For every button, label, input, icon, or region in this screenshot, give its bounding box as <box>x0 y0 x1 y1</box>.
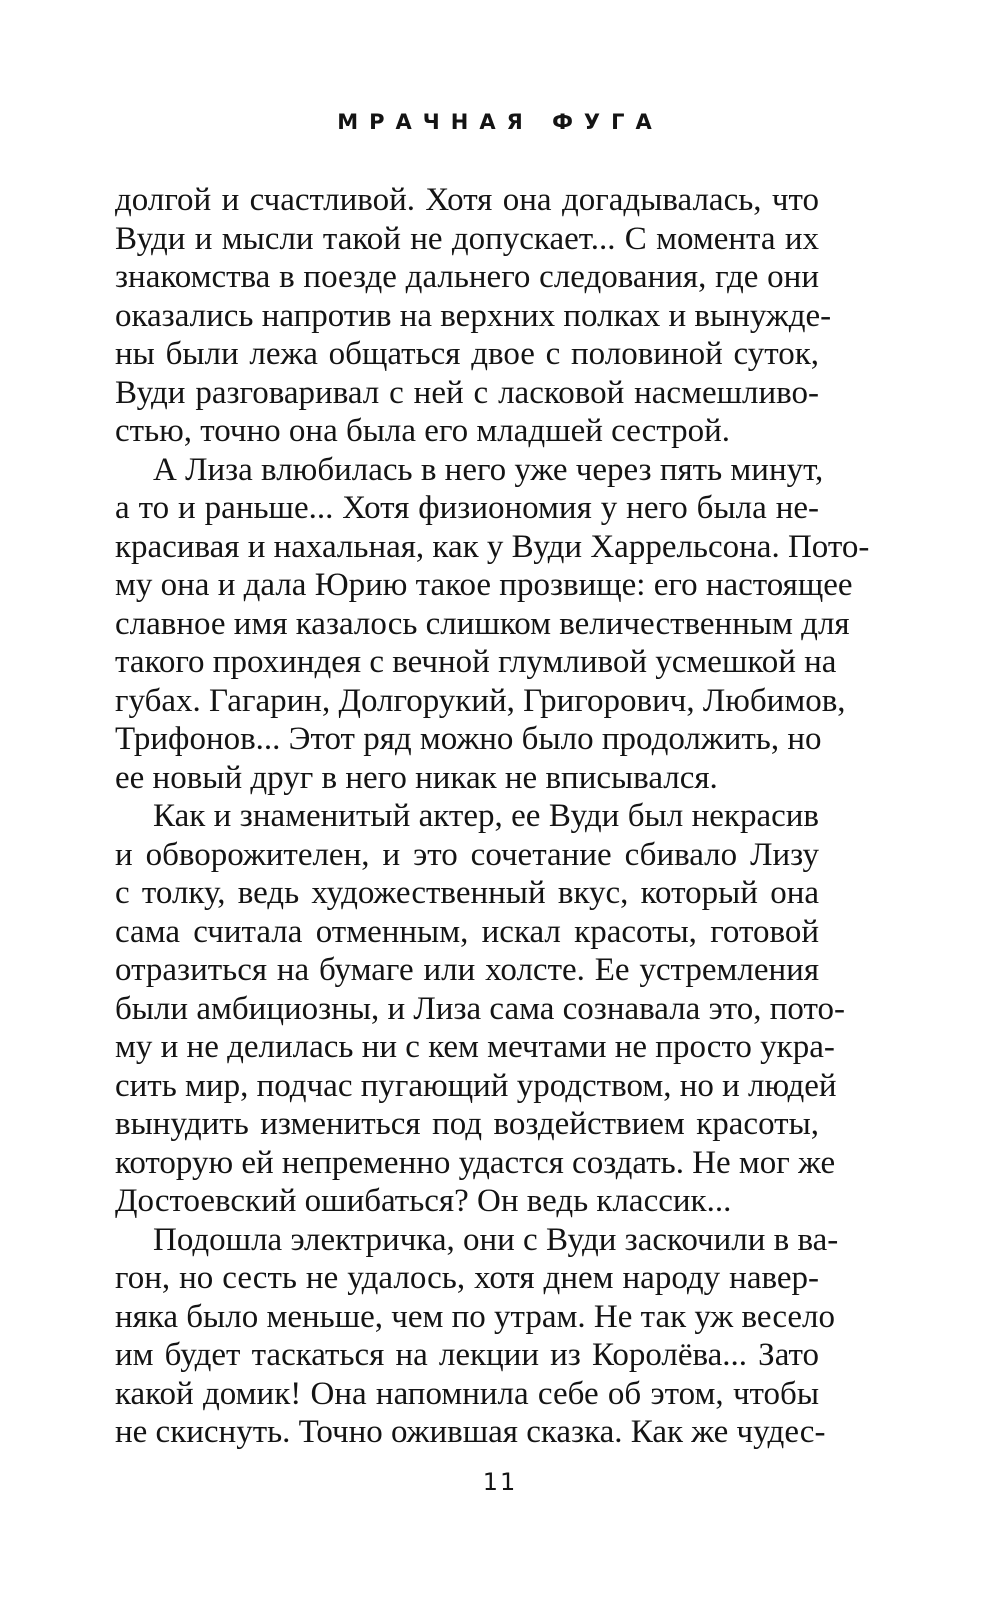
text-line: Как и знаменитый актер, ее Вуди был некрасив <box>153 798 819 834</box>
text-line: няка было меньше, чем по утрам. Не так уж весело <box>115 1298 836 1335</box>
text-line: ны были лежа общаться двое с половиной суток, <box>115 336 819 372</box>
text-line: славное имя казалось слишком величественным для <box>115 605 850 642</box>
text-line: отразиться на бумаге или холсте. Ее устремления <box>115 952 819 988</box>
body-text <box>115 181 870 1452</box>
text-line: стью, точно она была его младшей сестрой. <box>115 413 731 449</box>
text-line: А Лиза влюбилась в него уже через пять минут, <box>153 451 824 488</box>
text-line: Подошла электричка, они с Вуди заскочили в ва- <box>153 1221 839 1258</box>
text-line: которую ей непременно удастся создать. Не мог же <box>115 1144 836 1181</box>
text-line: им будет таскаться на лекции из Королёва... Зато <box>115 1337 819 1373</box>
text-line: какой домик! Она напомнила себе об этом, чтобы <box>115 1375 819 1412</box>
text-line: ее новый друг в него никак не вписывался. <box>115 759 718 796</box>
page-number: 11 <box>482 1468 518 1496</box>
text-line: Трифонов... Этот ряд можно было продолжить, но <box>115 721 822 757</box>
text-line: му она и дала Юрию такое прозвище: его настоящее <box>115 567 853 603</box>
text-line: долгой и счастливой. Хотя она догадывалась, что <box>115 182 819 218</box>
text-line: сить мир, подчас пугающий уродством, но и людей <box>115 1067 837 1104</box>
text-line: такого прохиндея с вечной глумливой усмешкой на <box>115 644 837 680</box>
text-line: а то и раньше... Хотя физиономия у него была не- <box>115 490 819 526</box>
text-line: знакомства в поезде дальнего следования, где они <box>115 259 819 295</box>
text-line: губах. Гагарин, Долгорукий, Григорович, Любимов, <box>115 682 846 719</box>
text-line: красивая и нахальная, как у Вуди Харрельсона. Пото- <box>115 528 870 565</box>
text-line: му и не делилась ни с кем мечтами не просто укра- <box>115 1029 835 1065</box>
text-line: Вуди и мысли такой не допускает... С момента их <box>115 220 819 257</box>
text-line: вынудить измениться под воздействием красоты, <box>115 1106 819 1142</box>
running-title: МРАЧНАЯ ФУГА <box>337 110 663 134</box>
text-line: не скиснуть. Точно ожившая сказка. Как же чудес- <box>115 1414 826 1450</box>
text-line: и обворожителен, и это сочетание сбивало Лизу <box>115 836 819 873</box>
text-line: Достоевский ошибаться? Он ведь классик... <box>115 1183 732 1219</box>
text-line: гон, но сесть не удалось, хотя днем народу навер- <box>115 1260 819 1296</box>
text-line: оказались напротив на верхних полках и вынужде- <box>115 297 832 334</box>
text-line: сама считала отменным, искал красоты, готовой <box>115 913 819 950</box>
text-line: с толку, ведь художественный вкус, который она <box>115 875 819 911</box>
text-line: были амбициозны, и Лиза сама сознавала это, пото- <box>115 990 845 1027</box>
text-line: Вуди разговаривал с ней с ласковой насмешливо- <box>115 374 819 411</box>
